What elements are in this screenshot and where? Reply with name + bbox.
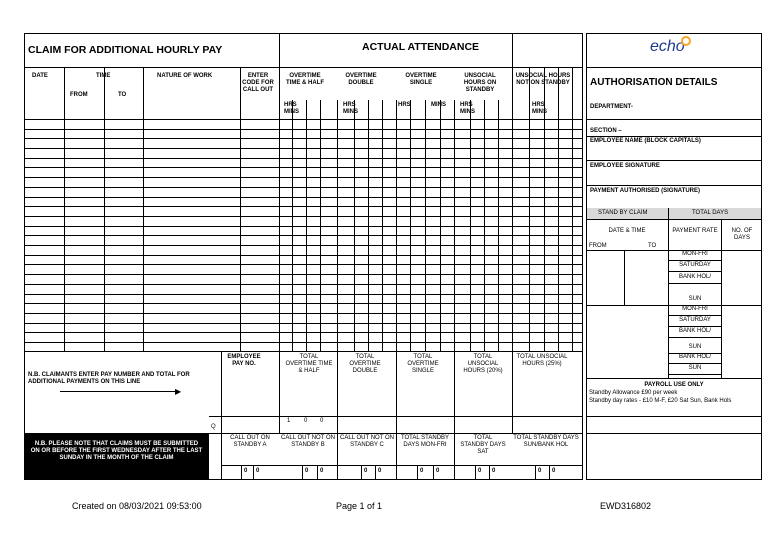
standby-zero: 0 (478, 468, 482, 474)
payment-rate-item: SUN (688, 344, 702, 350)
mins-label: MINS (532, 109, 547, 115)
total-ot-time-half: TOTAL OVERTIME TIME & HALF (285, 354, 333, 374)
total-ot-double: TOTAL OVERTIME DOUBLE (349, 354, 381, 374)
hrs-label: HRS (398, 102, 411, 108)
payment-rate-item: SUN (688, 296, 702, 302)
call-out-not-standby: CALL OUT NOT ON STANDBY B (281, 435, 335, 448)
payment-rate-item: BANK HOL/ (678, 354, 711, 360)
hrs-label: HRS (284, 102, 297, 108)
total-days: TOTAL DAYS (692, 210, 729, 216)
from-label: FROM (589, 243, 607, 249)
employee-pay-no: EMPLOYEE PAY NO. (227, 354, 261, 367)
payment-rate-item: SATURDAY (679, 317, 711, 323)
mins-label: MINS (343, 109, 358, 115)
digit-1: 1 (287, 418, 291, 424)
standby-zero: 0 (320, 468, 324, 474)
page-number: Page 1 of 1 (336, 501, 383, 511)
employee-signature-label: EMPLOYEE SIGNATURE (590, 163, 660, 169)
standby-day-rates: Standby day rates - £10 M-F, £20 Sat Sun, Bank Hols (589, 398, 732, 404)
call-out-on-standby: CALL OUT ON STANDBY A (230, 435, 270, 448)
no-of-days-label: NO. OF DAYS (731, 228, 753, 241)
total-standby-mon-fri: TOTAL STANDBY DAYS MON-FRI (400, 435, 450, 448)
date-time-label: DATE & TIME (608, 228, 646, 234)
standby-zero: 0 (256, 468, 260, 474)
standby-zero: 0 (364, 468, 368, 474)
hrs-label: HRS (460, 102, 473, 108)
echo-logo-circle-icon (681, 36, 691, 46)
col-time: TIME (96, 73, 111, 79)
digit-0: 0 (320, 418, 324, 424)
col-nature: NATURE OF WORK (157, 73, 213, 79)
form-title: CLAIM FOR ADDITIONAL HOURLY PAY (28, 44, 223, 56)
col-ot-single: OVERTIME SINGLE (405, 73, 437, 86)
total-standby-sat: TOTAL STANDBY DAYS SAT (460, 435, 506, 455)
call-out-not-standby-c: CALL OUT NOT ON STANDBY C (340, 435, 394, 448)
col-ot-double: OVERTIME DOUBLE (345, 73, 377, 86)
employee-name-label: EMPLOYEE NAME (BLOCK CAPITALS) (590, 138, 701, 144)
standby-zero: 0 (378, 468, 382, 474)
to-label: TO (648, 243, 657, 249)
standby-zero: 0 (552, 468, 556, 474)
standby-zero: 0 (436, 468, 440, 474)
created-on: Created on 08/03/2021 09:53:00 (72, 501, 202, 511)
standby-zero: 0 (492, 468, 496, 474)
auth-title: AUTHORISATION DETAILS (590, 77, 718, 88)
col-enter-code: ENTER CODE FOR CALL OUT (242, 73, 274, 93)
total-unsocial-25: TOTAL UNSOCIAL HOURS (25%) (516, 354, 568, 367)
document-ref: EWD316802 (600, 501, 652, 511)
standby-zero: 0 (244, 468, 248, 474)
standby-allowance: Standby Allowance £90 per week (589, 390, 678, 396)
mins-label: MINS (284, 109, 299, 115)
digit-0: 0 (304, 418, 308, 424)
col-unsocial-not: UNSOCIAL HOURS NOT ON STANDBY (515, 73, 571, 86)
standby-zero: 0 (420, 468, 424, 474)
payment-rate-item: MON-FRI (682, 251, 708, 257)
hrs-label: HRS (343, 102, 356, 108)
mins-label: MINS (460, 109, 475, 115)
payment-rate-item: SUN (688, 365, 702, 371)
q-mark: Q (211, 424, 216, 430)
arrow-head-icon: ▶ (175, 387, 182, 396)
total-unsocial-20: TOTAL UNSOCIAL HOURS (20%) (463, 354, 503, 374)
col-from: FROM (70, 92, 88, 98)
department-label: DEPARTMENT- (590, 104, 633, 110)
hrs-label: HRS (532, 102, 545, 108)
payment-rate-item: MON-FRI (682, 306, 708, 312)
stand-by-claim: STAND BY CLAIM (598, 210, 648, 216)
col-date: DATE (32, 73, 48, 79)
payroll-use-only: PAYROLL USE ONLY (644, 382, 704, 388)
col-to: TO (118, 92, 127, 98)
payment-rate-label: PAYMENT RATE (672, 228, 718, 234)
total-standby-sun: TOTAL STANDBY DAYS SUN/BANK HOL (513, 435, 579, 448)
mins-label: MINS (431, 102, 446, 108)
standby-zero: 0 (538, 468, 542, 474)
echo-logo: echo (650, 38, 685, 55)
actual-attendance-heading: ACTUAL ATTENDANCE (362, 41, 480, 53)
section-label: SECTION – (590, 128, 622, 134)
arrow-line (60, 391, 178, 392)
col-ot-time-half: OVERTIME TIME & HALF (286, 73, 324, 86)
col-unsocial-on: UNSOCIAL HOURS ON STANDBY (463, 73, 497, 93)
payment-rate-item: BANK HOL/ (678, 274, 711, 280)
standby-zero: 0 (305, 468, 309, 474)
total-ot-single: TOTAL OVERTIME SINGLE (407, 354, 439, 374)
nb-notice: N.B. PLEASE NOTE THAT CLAIMS MUST BE SUBMITTED ON OR BEFORE THE FIRST WEDNESDAY AFTER THE LAST SUNDAY IN THE MONTH OF THE CLAIM (30, 441, 203, 461)
payment-rate-item: SATURDAY (679, 262, 711, 268)
payment-rate-item: BANK HOL/ (678, 328, 711, 334)
nb-claimants: N.B. CLAIMANTS ENTER PAY NUMBER AND TOTAL FOR ADDITIONAL PAYMENTS ON THIS LINE (28, 372, 190, 385)
nb-notice-box (24, 433, 209, 480)
claim-form (24, 33, 583, 480)
payment-authorised-label: PAYMENT AUTHORISED (SIGNATURE) (590, 188, 701, 194)
